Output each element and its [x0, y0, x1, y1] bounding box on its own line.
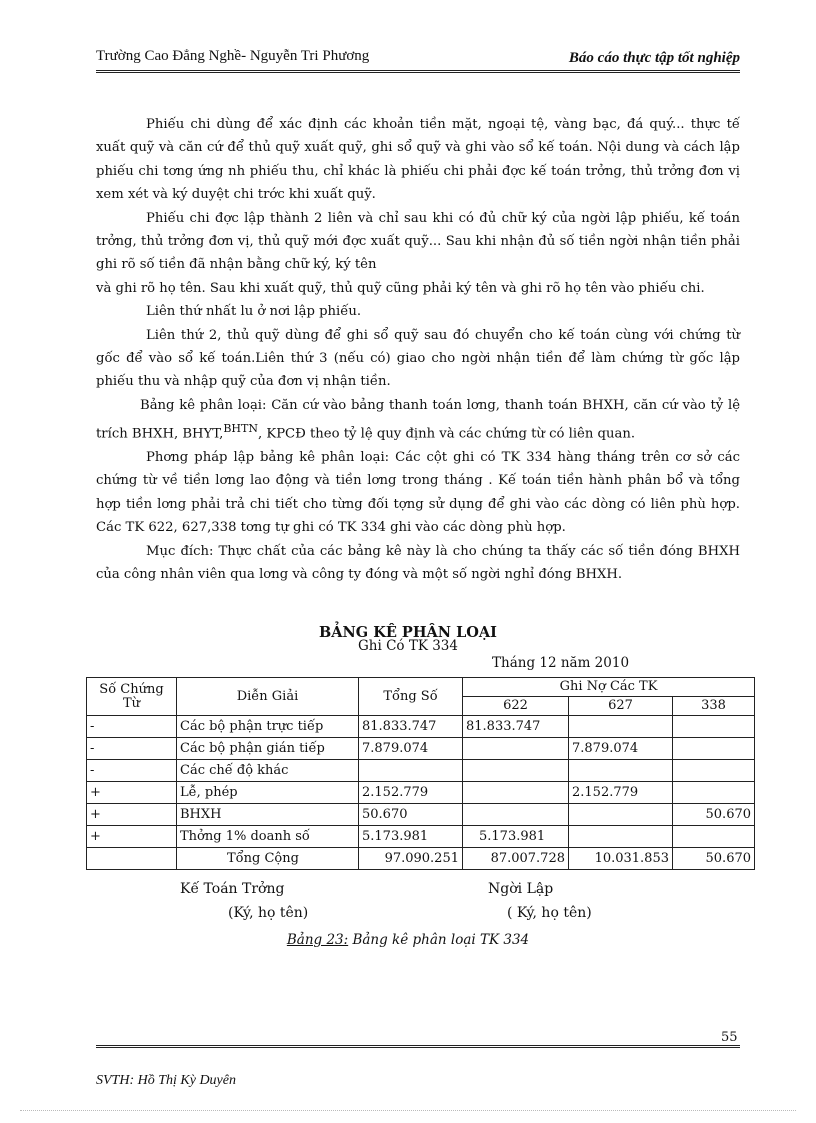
signature-right-note: ( Ký, họ tên)	[507, 905, 592, 921]
footer-divider	[96, 1045, 740, 1048]
cell-total: 5.173.981	[359, 826, 463, 848]
paragraph-8: Mục đích: Thực chất của các bảng kê này là cho chúng ta thấy các số tiền đóng BHXH của công nhân viên qua lơng và công ty đóng và một số ngời nghỉ đóng BHXH.	[96, 543, 740, 583]
page-header	[96, 46, 740, 73]
caption-label: Bảng 23:	[286, 932, 349, 948]
paragraph-6-tail: , KPCĐ theo tỷ lệ quy định và các chứng từ có liên quan.	[257, 426, 636, 442]
cell-338: 50.670	[673, 804, 755, 826]
paragraph-2: Phiếu chi đợc lập thành 2 liên và chỉ sau khi có đủ chữ ký của ngời lập phiếu, kế toán trởng, thủ trởng đơn vị, thủ quỹ mới đợc xuất quỹ... Sau khi nhận đủ số tiền ngời nhận tiền phải ghi rõ số tiền đã nhận bằng chữ ký, ký tên	[96, 210, 740, 273]
table-month: Tháng 12 năm 2010	[492, 655, 630, 671]
header-total: Tổng Số	[359, 678, 463, 716]
cell-622: 5.173.981	[463, 826, 569, 848]
caption-text: Bảng kê phân loại TK 334	[348, 932, 530, 948]
table-caption	[0, 932, 816, 948]
cell-627	[569, 760, 673, 782]
table-row	[87, 804, 755, 826]
cell-total: 81.833.747	[359, 716, 463, 738]
cell-627	[569, 716, 673, 738]
cell-no: -	[87, 716, 177, 738]
total-338: 50.670	[673, 848, 755, 870]
cell-338	[673, 782, 755, 804]
total-label: Tổng Cộng	[177, 848, 359, 870]
cell-627	[569, 826, 673, 848]
cell-desc: Các chế độ khác	[177, 760, 359, 782]
cell-desc: Thởng 1% doanh số	[177, 826, 359, 848]
page-edge-line	[20, 1110, 796, 1111]
cell-no	[87, 848, 177, 870]
header-school-name: Trường Cao Đẳng Nghề- Nguyễn Tri Phương	[96, 48, 370, 64]
cell-total: 2.152.779	[359, 782, 463, 804]
cell-622	[463, 782, 569, 804]
total-sum: 97.090.251	[359, 848, 463, 870]
cell-622: 81.833.747	[463, 716, 569, 738]
cell-desc: BHXH	[177, 804, 359, 826]
header-doc-no: Số Chứng Từ	[87, 678, 177, 716]
paragraph-3: và ghi rõ họ tên. Sau khi xuất quỹ, thủ quỹ cũng phải ký tên và ghi rõ họ tên vào phiếu chi.	[96, 280, 705, 296]
paragraph-7: Phơng pháp lập bảng kê phân loại: Các cột ghi có TK 334 hàng tháng trên cơ sở các chứng từ về tiền lơng lao động và tiền lơng trong tháng . Kế toán tiền hành phân bổ và tổng hợp tiền lơng phải trả chi tiết cho từng đối tợng sử dụng để ghi vào các dòng có liên phù hợp. Các TK 622, 627,338 tơng tự ghi có TK 334 ghi vào các dòng phù hợp.	[96, 450, 740, 536]
table-header-row	[87, 678, 755, 697]
cell-no: +	[87, 782, 177, 804]
cell-622	[463, 804, 569, 826]
cell-total	[359, 760, 463, 782]
cell-no: -	[87, 760, 177, 782]
paragraph-4: Liên thứ nhất lu ở nơi lập phiếu.	[146, 304, 362, 320]
cell-627	[569, 804, 673, 826]
table-row	[87, 782, 755, 804]
signature-right-title: Ngời Lập	[488, 881, 554, 897]
cell-no: -	[87, 738, 177, 760]
cell-total: 50.670	[359, 804, 463, 826]
cell-622	[463, 738, 569, 760]
paragraph-6-text: Bảng kê phân loại: Căn cứ vào bảng thanh toán lơng, thanh toán BHXH, căn cứ vào tỷ lệ trích BHXH, BHYT,	[96, 397, 740, 442]
paragraph-5: Liên thứ 2, thủ quỹ dùng để ghi sổ quỹ sau đó chuyển cho kế toán cùng với chứng từ gốc để vào sổ kế toán.Liên thứ 3 (nếu có) giao cho ngời nhận tiền để làm chứng từ gốc lập phiếu thu và nhập quỹ của đơn vị nhận tiền.	[96, 327, 740, 390]
cell-desc: Lễ, phép	[177, 782, 359, 804]
table-row	[87, 826, 755, 848]
paragraph-6-superscript: BHTN	[223, 422, 258, 436]
classification-table	[86, 677, 755, 870]
cell-338	[673, 738, 755, 760]
page-number: 55	[721, 1030, 738, 1045]
cell-no: +	[87, 826, 177, 848]
paragraph-6	[96, 394, 740, 446]
table-row	[87, 760, 755, 782]
header-account-338: 338	[673, 697, 755, 716]
header-description: Diễn Giải	[177, 678, 359, 716]
table-subtitle: Ghi Có TK 334	[358, 638, 458, 654]
cell-desc: Các bộ phận trực tiếp	[177, 716, 359, 738]
footer-student: SVTH: Hồ Thị Kỳ Duyên	[96, 1073, 236, 1088]
cell-total: 7.879.074	[359, 738, 463, 760]
signature-left-title: Kế Toán Trởng	[180, 881, 285, 897]
table-total-row	[87, 848, 755, 870]
signature-left-note: (Ký, họ tên)	[228, 905, 309, 921]
cell-338	[673, 760, 755, 782]
cell-627: 2.152.779	[569, 782, 673, 804]
header-account-627: 627	[569, 697, 673, 716]
cell-622	[463, 760, 569, 782]
cell-338	[673, 716, 755, 738]
total-627: 10.031.853	[569, 848, 673, 870]
table-row	[87, 738, 755, 760]
cell-no: +	[87, 804, 177, 826]
header-report-title: Báo cáo thực tập tốt nghiệp	[568, 50, 740, 66]
body-text	[96, 113, 740, 587]
cell-desc: Các bộ phận gián tiếp	[177, 738, 359, 760]
header-account-622: 622	[463, 697, 569, 716]
cell-627: 7.879.074	[569, 738, 673, 760]
table-row	[87, 716, 755, 738]
paragraph-1: Phiếu chi dùng để xác định các khoản tiền mặt, ngoại tệ, vàng bạc, đá quý... thực tế xuất quỹ và căn cứ để thủ quỹ xuất quỹ, ghi sổ quỹ và ghi vào sổ kế toán. Nội dung và cách lập phiếu chi tơng ứng nh phiếu thu, chỉ khác là phiếu chi phải đợc kế toán trởng, thủ trởng đơn vị xem xét và ký duyệt chi trớc khi xuất quỹ.	[96, 117, 740, 203]
header-debit-group: Ghi Nợ Các TK	[463, 678, 755, 697]
cell-338	[673, 826, 755, 848]
total-622: 87.007.728	[463, 848, 569, 870]
table-title: BẢNG KÊ PHÂN LOẠI	[319, 624, 497, 641]
